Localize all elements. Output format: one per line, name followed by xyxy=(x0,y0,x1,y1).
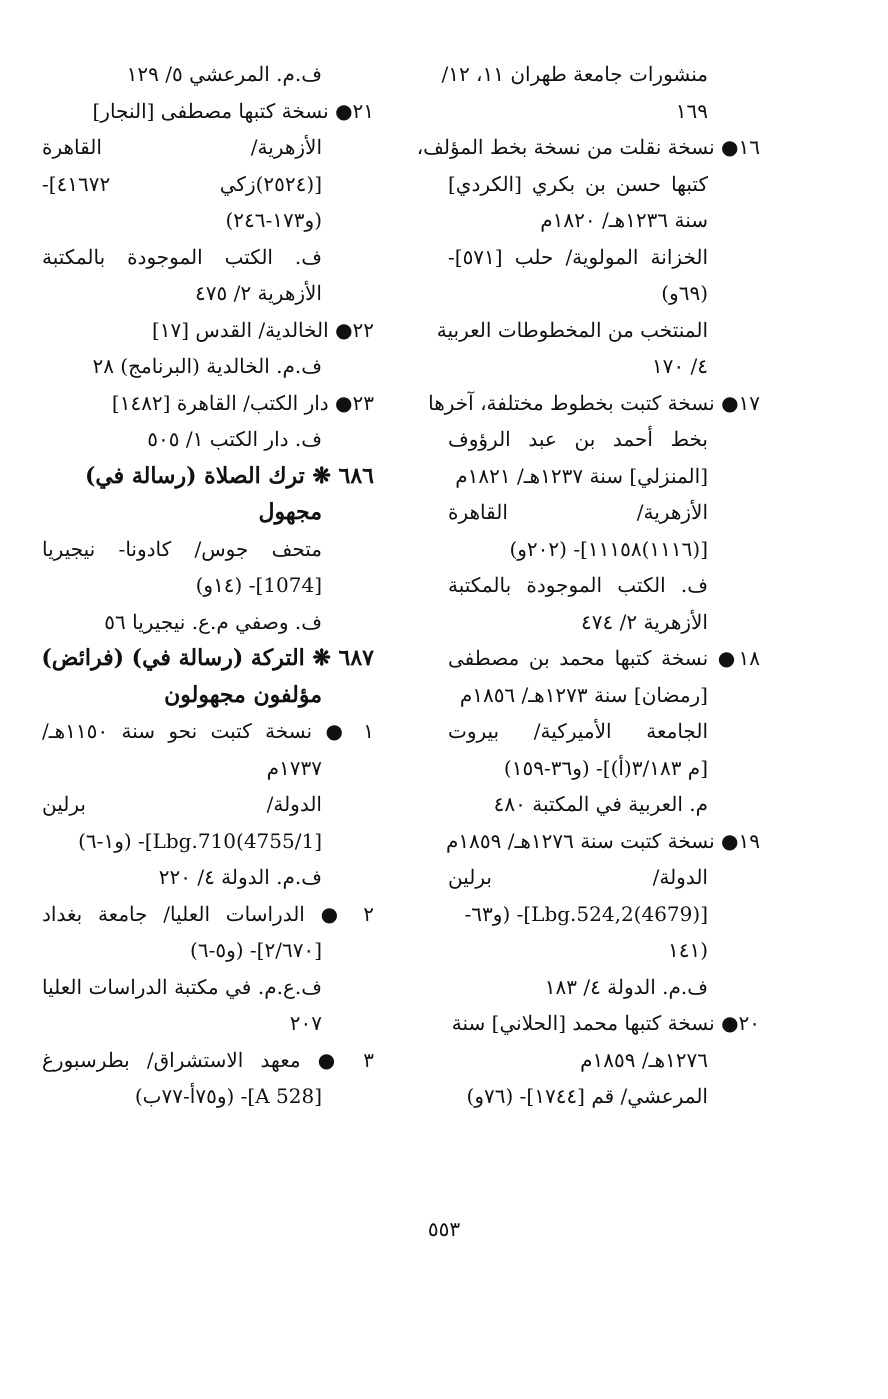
text-line: ١٧٣٧م xyxy=(266,755,322,780)
text-line: ١٦● نسخة نقلت من نسخة بخط المؤلف، xyxy=(416,135,760,159)
text-line: ٢٠٧ xyxy=(289,1011,322,1035)
text-line: ف. الكتب الموجودة بالمكتبة xyxy=(42,244,322,269)
text-line: ١٩● نسخة كتبت سنة ١٢٧٦هـ/ ١٨٥٩م xyxy=(446,828,760,853)
text-line: ف.م. الدولة ٤/ ٢٢٠ xyxy=(158,865,322,889)
text-line: ف.م. الدولة ٤/ ١٨٣ xyxy=(544,974,708,999)
text-line: ف. وصفي م.ع. نيجيريا ٥٦ xyxy=(104,609,322,634)
text-line: [(٢٥٢٤)زكي ٤١٦٧٢]- xyxy=(42,171,322,196)
text-line: ٢٢● الخالدية/ القدس [١٧] xyxy=(151,317,374,342)
right-column xyxy=(416,56,760,1115)
text-line: منشورات جامعة طهران ١١، ١٢/ xyxy=(441,62,708,86)
text-line: ٦٨٧ ❋ التركة (رسالة في) (فرائض) xyxy=(41,645,374,671)
text-line: [(١١١٦)١١١٥٨]- (٢٠٢و) xyxy=(509,536,708,561)
text-line: المرعشي/ قم [١٧٤٤]- (٧٦و) xyxy=(466,1084,708,1108)
text-line: كتبها حسن بن بكري [الكردي] xyxy=(448,171,708,196)
text-line: [رمضان] سنة ١٢٧٣هـ/ ١٨٥٦م xyxy=(459,682,708,707)
text-line: ف. دار الكتب ١/ ٥٠٥ xyxy=(147,427,322,451)
text-line: ف.م. المرعشي ٥/ ١٢٩ xyxy=(126,62,322,86)
text-line: الدولة/ برلين xyxy=(42,792,322,816)
text-line: الأزهرية ٢/ ٤٧٥ xyxy=(195,281,322,305)
text-line: ٢١● نسخة كتبها مصطفى [النجار] xyxy=(92,98,374,123)
text-line: الأزهرية/ القاهرة xyxy=(42,135,322,159)
text-line: ف.م. الخالدية (البرنامج) ٢٨ xyxy=(92,354,322,378)
text-line: ١٢٧٦هـ/ ١٨٥٩م xyxy=(580,1047,708,1072)
text-line: ٤/ ١٧٠ xyxy=(651,354,708,378)
text-line: المنتخب من المخطوطات العربية xyxy=(436,317,708,342)
text-line: ٢ ● الدراسات العليا/ جامعة بغداد xyxy=(42,901,374,926)
text-line: (١٤١ xyxy=(667,938,708,962)
text-line: [4755/1)Lbg.710]- (و١-٦) xyxy=(78,828,322,853)
text-line: [م ٣/١٨٣(أ)]- (و٣٦-١٥٩) xyxy=(503,755,708,780)
page-number: ٥٥٣ xyxy=(427,1217,461,1241)
text-line: ٣ ● معهد الاستشراق/ بطرسبورغ xyxy=(42,1047,374,1072)
text-line: [1074]- (١٤و) xyxy=(195,573,322,597)
text-line: [المنزلي] سنة ١٢٣٧هـ/ ١٨٢١م xyxy=(455,463,708,488)
text-line: [A 528]- (و٧٥أ-٧٧ب) xyxy=(134,1084,322,1108)
text-line: ٢٠● نسخة كتبها محمد [الحلاني] سنة xyxy=(451,1011,760,1035)
text-line: [(4679)Lbg.524,2]- (و٦٣- xyxy=(464,901,708,926)
text-line: ف.ع.م. في مكتبة الدراسات العليا xyxy=(42,974,322,999)
text-line: ٦٨٦ ❋ ترك الصلاة (رسالة في) xyxy=(84,462,374,489)
text-line: الجامعة الأميركية/ بيروت xyxy=(448,719,708,743)
left-column xyxy=(42,56,374,1115)
text-line: بخط أحمد بن عبد الرؤوف xyxy=(448,427,708,451)
text-line: ١ ● نسخة كتبت نحو سنة ١١٥٠هـ/ xyxy=(42,719,374,743)
text-line: م. العربية في المكتبة ٤٨٠ xyxy=(493,792,708,816)
text-line: مجهول xyxy=(258,499,322,525)
text-line: (و١٧٣-٢٤٦) xyxy=(225,208,322,232)
text-line: ١٧● نسخة كتبت بخطوط مختلفة، آخرها xyxy=(428,390,760,415)
text-line: الأزهرية/ القاهرة xyxy=(448,500,708,524)
text-line: مؤلفون مجهولون xyxy=(164,681,322,708)
text-line: ف. الكتب الموجودة بالمكتبة xyxy=(448,573,708,597)
text-line: سنة ١٢٣٦هـ/ ١٨٢٠م xyxy=(540,208,708,232)
text-line: الأزهرية ٢/ ٤٧٤ xyxy=(581,609,708,634)
text-line: ١٨● نسخة كتبها محمد بن مصطفى xyxy=(448,646,760,670)
text-line: الخزانة المولوية/ حلب [٥٧١]- xyxy=(448,244,708,269)
text-line: الدولة/ برلين xyxy=(448,865,708,889)
text-line: ٢٣● دار الكتب/ القاهرة [١٤٨٢] xyxy=(111,390,374,415)
text-line: متحف جوس/ كادونا- نيجيريا xyxy=(42,536,322,561)
text-line: (٦٩و) xyxy=(661,281,708,305)
text-line: ١٦٩ xyxy=(675,98,708,123)
text-line: [٢/٦٧٠]- (و٥-٦) xyxy=(190,938,322,962)
